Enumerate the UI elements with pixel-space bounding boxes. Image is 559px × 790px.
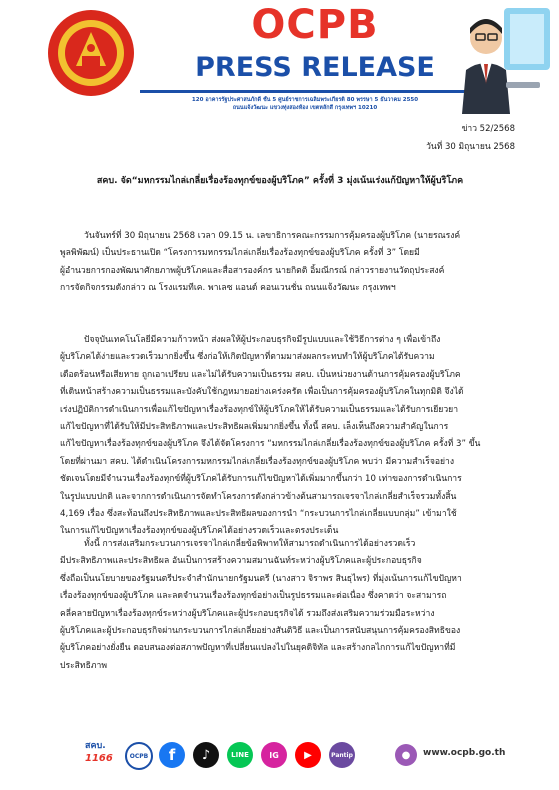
- facebook-icon[interactable]: f: [159, 742, 185, 768]
- mascot-illustration: [442, 4, 554, 116]
- header-subtitle: PRESS RELEASE: [195, 52, 435, 83]
- paragraph-line: เรื่องร้องทุกข์ของผู้บริโภค และลดจำนวนเรื่องร้องทุกข์อย่างเป็นรูปธรรมและต่อเนื่อง ซึ่งคาดว่า จะสามารถ: [60, 591, 447, 602]
- hotline-number: 1166: [85, 753, 113, 764]
- paragraph-line: เร่งปฏิบัติการดำเนินการเพื่อแก้ไขปัญหาเรื่องร้องทุกข์ให้ผู้บริโภคให้ได้รับความเป็นธรรมและได้รับการเยียวยา: [60, 404, 459, 415]
- pantip-icon[interactable]: Pantip: [329, 742, 355, 768]
- hotline-1166-logo[interactable]: [85, 740, 119, 770]
- globe-icon: ●: [395, 744, 417, 766]
- headline: สคบ. จัด“มหกรรมไกล่เกลี่ยเรื่องร้องทุกข์ของผู้บริโภค” ครั้งที่ 3 มุ่งเน้นเร่งแก้ปัญหาให้ผู้บริโภค: [96, 176, 464, 186]
- press-header: [0, 0, 559, 122]
- hotline-label: สคบ.: [85, 741, 106, 751]
- address-line-2: ถนนแจ้งวัฒนะ แขวงทุ่งสองห้อง เขตหลักสี่ กรุงเทพฯ 10210: [232, 105, 378, 111]
- ocpb-seal-logo: [46, 8, 136, 98]
- news-number: ข่าว 52/2568: [461, 124, 515, 134]
- paragraph-line: ผู้อำนวยการกองพัฒนาศักยภาพผู้บริโภคและสื่อสารองค์กร นายกิตติ อิ้มณีกรณ์ กล่าวรายงานวัตถุประสงค์: [60, 265, 445, 276]
- header-divider: [140, 90, 470, 93]
- line-icon[interactable]: LINE: [227, 742, 253, 768]
- paragraph-line: ผู้บริโภคได้ง่ายและรวดเร็วมากยิ่งขึ้น ซึ่งก่อให้เกิดปัญหาที่ตามมาส่งผลกระทบทำให้ผู้บริโภคได้รับความ: [60, 352, 435, 363]
- paragraph-line: เดือดร้อนหรือเสียหาย ถูกเอาเปรียบ และไม่ได้รับความเป็นธรรม สคบ. เป็นหน่วยงานด้านการคุ้มครองผู้บริโภค: [60, 369, 461, 380]
- paragraph-line: ในรูปแบบปกติ และจากการดำเนินการจัดทำโครงการดังกล่าวข้างต้นสามารถเจรจาไกล่เกลี่ยสำเร็จรวมทั้งสิ้น: [60, 491, 457, 502]
- paragraph-1: [60, 228, 510, 298]
- tiktok-icon[interactable]: ♪: [193, 742, 219, 768]
- youtube-icon[interactable]: ▶: [295, 742, 321, 768]
- paragraph-line: แก้ไขปัญหาที่ได้รับให้มีประสิทธิภาพและประสิทธิผลเพิ่มมากยิ่งขึ้น ทั้งนี้ สคบ. เล็งเห็นถึงความสำคัญในการ: [60, 422, 449, 433]
- paragraph-3: [60, 536, 510, 675]
- news-date: วันที่ 30 มิถุนายน 2568: [426, 142, 515, 152]
- social-footer: [85, 738, 506, 772]
- paragraph-2: [60, 332, 510, 541]
- paragraph-line: 4,169 เรื่อง ซึ่งสะท้อนถึงประสิทธิภาพและประสิทธิผลของการนำ “กระบวนการไกล่เกลี่ยแบบกลุ่ม” เข้ามาใช้: [60, 509, 457, 520]
- paragraph-line: แก้ไขปัญหาเรื่องร้องทุกข์ของผู้บริโภค จึงได้จัดโครงการ “มหกรรมไกล่เกลี่ยเรื่องร้องทุกข์ของผู้บริโภค ครั้งที่ 3” ขึ้น: [60, 439, 481, 450]
- paragraph-line: ทั้งนี้ การส่งเสริมกระบวนการเจรจาไกล่เกลี่ยข้อพิพาทให้สามารถดำเนินการได้อย่างรวดเร็ว: [84, 539, 416, 549]
- paragraph-line: ที่เดินหน้าสร้างความเป็นธรรมและบังคับใช้กฎหมายอย่างเคร่งครัด เพื่อเป็นการคุ้มครองผู้บริโภคในทุกมิติ จึงได้: [60, 387, 464, 398]
- paragraph-line: ประสิทธิภาพ: [60, 660, 107, 671]
- website-link[interactable]: www.ocpb.go.th: [423, 748, 506, 758]
- paragraph-line: การจัดกิจกรรมดังกล่าว ณ โรงแรมทีเค. พาเลซ แอนด์ คอนเวนชั่น ถนนแจ้งวัฒนะ กรุงเทพฯ: [60, 283, 396, 294]
- paragraph-line: ผู้บริโภคอย่างยั่งยืน ตอบสนองต่อสภาพปัญหาที่เปลี่ยนแปลงไปในยุคดิจิทัล และสร้างกลไกการแก้ไขปัญหาที่มี: [60, 643, 456, 654]
- paragraph-line: มีประสิทธิภาพและประสิทธิผล อันเป็นการสร้างความสมานฉันท์ระหว่างผู้บริโภคและผู้ประกอบธุรกิจ: [60, 556, 422, 567]
- paragraph-line: ชัดเจนโดยมีจำนวนเรื่องร้องทุกข์ที่ผู้บริโภคได้รับการแก้ไขปัญหาได้เพิ่มมากขึ้นกว่า 10 เท่าของการดำเนินการ: [60, 474, 462, 485]
- paragraph-line: โดยที่ผ่านมา สคบ. ได้ดำเนินโครงการมหกรรมไกล่เกลี่ยเรื่องร้องทุกข์ของผู้บริโภค พบว่า มีความสำเร็จอย่าง: [60, 456, 455, 467]
- paragraph-line: คลี่คลายปัญหาเรื่องร้องทุกข์ระหว่างผู้บริโภคและผู้ประกอบธุรกิจได้ รวมถึงส่งเสริมความร่วมมือระหว่าง: [60, 608, 435, 619]
- paragraph-line: ในการแก้ไขปัญหาเรื่องร้องทุกข์ของผู้บริโภคได้อย่างรวดเร็วและตรงประเด็น: [60, 526, 339, 537]
- paragraph-line: ปัจจุบันเทคโนโลยีมีความก้าวหน้า ส่งผลให้ผู้ประกอบธุรกิจมีรูปแบบและใช้วิธีการต่าง ๆ เพื่อเข้าถึง: [84, 335, 441, 345]
- instagram-icon[interactable]: IG: [261, 742, 287, 768]
- ocpb-logo-icon[interactable]: OCPB: [125, 742, 153, 770]
- header-title: OCPB: [251, 2, 379, 48]
- address-line-1: 120 อาคารรัฐประศาสนภักดี ชั้น 5 ศูนย์ราชการเฉลิมพระเกียรติ 80 พรรษา 5 ธันวาคม 2550: [191, 97, 419, 103]
- paragraph-line: ซึ่งถือเป็นนโยบายของรัฐมนตรีประจำสำนักนายกรัฐมนตรี (นางสาว จิราพร สินธุไพร) ที่มุ่งเน้นการแก้ไขปัญหา: [60, 573, 462, 584]
- paragraph-line: ผู้บริโภคและผู้ประกอบธุรกิจผ่านกระบวนการไกล่เกลี่ยอย่างสันติวิธี และเป็นการสนับสนุนการคุ้มครองสิทธิของ: [60, 626, 461, 637]
- paragraph-line: พูลพิพัฒน์) เป็นประธานเปิด “โครงการมหกรรมไกล่เกลี่ยเรื่องร้องทุกข์ของผู้บริโภค ครั้งที่ 3” โดยมี: [60, 248, 420, 259]
- paragraph-line: วันจันทร์ที่ 30 มิถุนายน 2568 เวลา 09.15 น. เลขาธิการคณะกรรมการคุ้มครองผู้บริโภค (นายรณรงค์: [84, 231, 461, 241]
